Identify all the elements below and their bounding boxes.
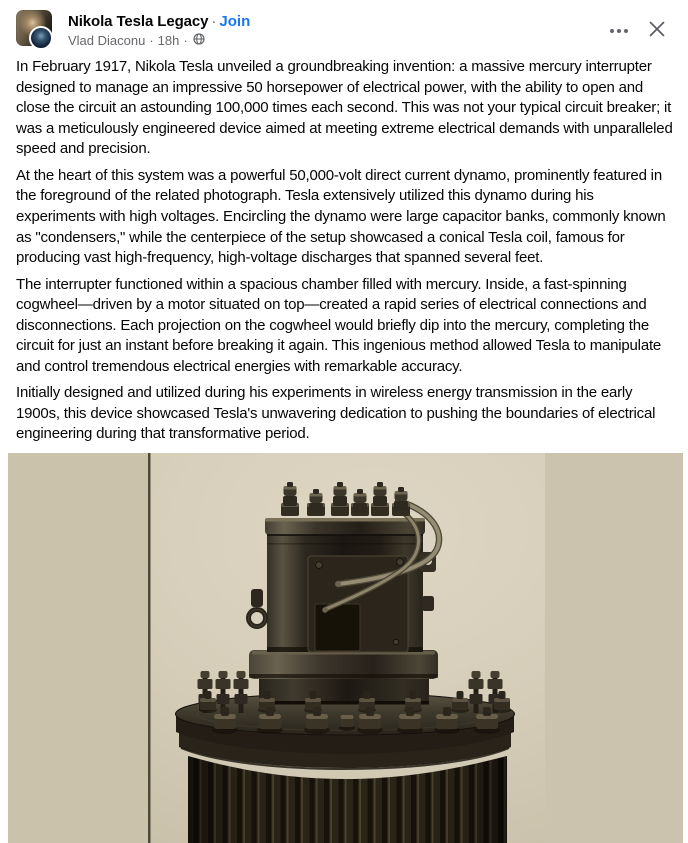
globe-icon xyxy=(193,33,205,49)
photo-divider-line xyxy=(148,453,151,843)
post-paragraph: At the heart of this system was a powerful 50,000-volt direct current dynamo, prominently featured in the foreground of the related photograph. Tesla extensively utilized this dynamo during his experiments with high voltages. Encircling the dynamo were large capacitor banks, commonly known as "condensers," while the centerpiece of the setup showcased a conical Tesla coil, famous for producing vast high-frequency, high-voltage discharges that spanned several feet. xyxy=(16,166,666,267)
more-options-button[interactable] xyxy=(603,19,635,43)
post-header xyxy=(0,0,688,57)
join-button[interactable]: Join xyxy=(219,13,251,30)
separator-dot: · xyxy=(183,33,188,48)
group-name-link[interactable]: Nikola Tesla Legacy xyxy=(68,13,209,30)
avatar[interactable] xyxy=(16,10,58,54)
mid-drum xyxy=(259,678,429,704)
separator-dot: · xyxy=(149,33,154,48)
photo-left-panel xyxy=(8,453,148,843)
post-paragraph: Initially designed and utilized during his experiments in wireless energy transmission in the early 1900s, this device showcased Tesla's unwavering dedication to pushing the boundaries of electrical engineering during that transformative period. xyxy=(16,384,656,443)
post-paragraph: In February 1917, Nikola Tesla unveiled a groundbreaking invention: a massive mercury interrupter designed to manage an impressive 50 horsepower of electrical power, with the ability to open and close the circuit an astounding 100,000 times each second. This was not your typical circuit breaker; it was a meticulously engineered device aimed at meeting extreme electrical demands with unparalleled speed and precision. xyxy=(16,58,673,158)
timestamp: 18h xyxy=(157,33,180,48)
post-paragraph: The interrupter functioned within a spacious chamber filled with mercury. Inside, a fast-spinning cogwheel—driven by a motor situated on top—created a rapid series of electrical connections and disconnections. Each projection on the cogwheel would briefly dip into the mercury, completing the circuit for just an instant before breaking it again. This ingenious method allowed Tesla to manipulate and control tremendous electrical energies with remarkable accuracy. xyxy=(16,275,662,375)
separator-dot: · xyxy=(211,13,217,30)
photo-right-wall xyxy=(545,453,683,843)
post-text xyxy=(16,57,674,451)
post-photo[interactable] xyxy=(8,453,683,843)
access-panel xyxy=(308,556,408,652)
post-byline xyxy=(68,33,205,49)
author-name-link[interactable]: Vlad Diaconu xyxy=(68,33,146,48)
mercury-interrupter-photo xyxy=(8,453,683,843)
close-icon xyxy=(645,17,669,46)
close-button[interactable] xyxy=(643,18,671,44)
ellipsis-icon xyxy=(608,22,630,40)
post-title-line xyxy=(68,12,250,31)
author-avatar[interactable] xyxy=(29,26,53,50)
